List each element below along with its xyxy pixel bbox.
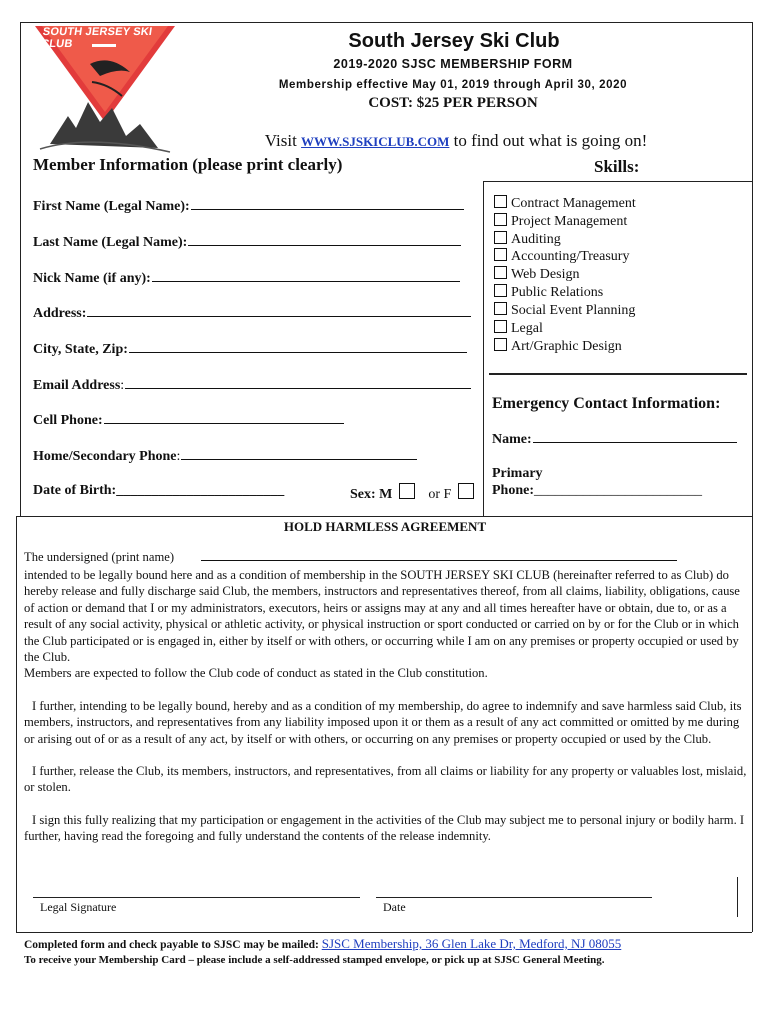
home-phone-field[interactable]: Home/Secondary Phone:: [33, 447, 417, 465]
home-phone-line[interactable]: [181, 447, 417, 460]
agreement-paragraph-1: intended to be legally bound here and as a condition of membership in the SOUTH JERSEY SKI CLUB (hereinafter referred to as Club) do hereby release and fully discharge said Club, the members, instructors and representatives thereof, from all claims, liability, obligations, cause of action or demand that I or my administrators, executors, heirs or assigns may at any and all times hereafter have or obtain, due to, or as a result of any social activity, physical or athletic activity, or physical instruction or sport conducted or carried on by or for the Club or in which the Club participated or is engaged in, either by itself or with others, or occurring while I am on any premises or property occupied or used by the Club.: [24, 568, 740, 665]
skill-checkbox[interactable]: [494, 248, 507, 261]
agreement-paragraph-2: I further, intending to be legally bound, hereby and as a condition of my membership, do agree to indemnify and save harmless said Club, its members, instructors, and representatives from any liability imposed upon it or them as a result of any act committed or omitted by me during or arising out of or as a result of any act, by itself or with others, or occurring on any premises or property occupied or used by the Club.: [24, 698, 742, 746]
nick-name-label: Nick Name (if any):: [33, 271, 151, 286]
dob-field[interactable]: [33, 483, 284, 499]
frame-top: [20, 22, 752, 23]
emergency-phone-field[interactable]: [492, 483, 702, 499]
skill-label: Art/Graphic Design: [511, 339, 622, 354]
nick-name-field[interactable]: [33, 269, 460, 287]
visit-pre: Visit: [264, 131, 302, 150]
emergency-phone-blank[interactable]: ________________________: [534, 483, 702, 498]
agreement-right: [752, 516, 753, 932]
agreement-left: [16, 516, 17, 932]
agreement-text: [24, 567, 752, 845]
member-heading: Member Information (please print clearly): [33, 155, 343, 174]
skill-checkbox[interactable]: [494, 266, 507, 279]
sex-label: Sex: M: [350, 487, 393, 502]
dob-blank[interactable]: ________________________: [116, 483, 285, 498]
skill-label: Project Management: [511, 214, 628, 229]
emergency-name-label: Name:: [492, 432, 532, 447]
form-title: 2019-2020 SJSC MEMBERSHIP FORM: [333, 57, 573, 71]
skill-social-event-planning[interactable]: [494, 302, 635, 319]
email-label: Email Address: [33, 378, 121, 393]
skill-project-management[interactable]: [494, 213, 627, 230]
skill-art-graphic-design[interactable]: [494, 338, 622, 355]
nick-name-line[interactable]: [152, 269, 460, 282]
agreement-top-rule: [16, 516, 752, 517]
skill-label: Web Design: [511, 267, 580, 282]
emergency-name-field[interactable]: [492, 430, 737, 448]
last-name-field[interactable]: [33, 233, 461, 251]
emergency-heading: Emergency Contact Information:: [492, 395, 721, 412]
first-name-field[interactable]: [33, 197, 464, 215]
sex-field: [350, 483, 478, 503]
sex-female-checkbox[interactable]: [458, 483, 474, 499]
date-label: Date: [383, 900, 406, 914]
logo-text: SOUTH JERSEY SKI CLUB: [40, 26, 154, 50]
skill-legal[interactable]: [494, 320, 543, 337]
emergency-rule: [489, 373, 747, 375]
sex-male-checkbox[interactable]: [399, 483, 415, 499]
first-name-line[interactable]: [191, 197, 464, 210]
emergency-name-line[interactable]: [533, 430, 737, 443]
dob-label: Date of Birth:: [33, 483, 117, 498]
cost: COST: $25 PER PERSON: [368, 95, 538, 111]
club-title: South Jersey Ski Club: [348, 30, 560, 52]
visit-post: to find out what is going on!: [449, 131, 648, 150]
agreement-conduct-line: Members are expected to follow the Club code of conduct as stated in the Club constitution.: [24, 666, 488, 681]
skill-checkbox[interactable]: [494, 284, 507, 297]
skills-top-rule: [483, 181, 752, 182]
skill-checkbox[interactable]: [494, 231, 507, 244]
skill-label: Contract Management: [511, 196, 636, 211]
skill-label: Legal: [511, 321, 543, 336]
last-name-label: Last Name (Legal Name):: [33, 235, 188, 250]
effective-dates: Membership effective May 01, 2019 through April 30, 2020: [278, 79, 628, 91]
date-line[interactable]: [376, 897, 652, 898]
city-state-zip-label: City, State, Zip:: [33, 342, 128, 357]
skill-accounting-treasury[interactable]: [494, 248, 629, 265]
address-label: Address:: [33, 306, 87, 321]
address-line[interactable]: [87, 304, 471, 317]
skill-auditing[interactable]: [494, 231, 561, 248]
cell-phone-label: Cell Phone:: [33, 413, 103, 428]
agreement-paragraph-3: I further, release the Club, its members, instructors, and representatives, from all claims or liability for any property or valuables lost, mislaid, or stolen.: [24, 764, 747, 795]
skill-checkbox[interactable]: [494, 213, 507, 226]
skill-checkbox[interactable]: [494, 338, 507, 351]
skill-label: Auditing: [511, 232, 561, 247]
undersigned-label: The undersigned (print name): [24, 550, 175, 564]
last-name-line[interactable]: [188, 233, 461, 246]
website-link[interactable]: WWW.SJSKICLUB.COM: [301, 134, 450, 149]
print-name-line[interactable]: [201, 559, 677, 561]
membership-card-note: To receive your Membership Card – please include a self-addressed stamped envelope, or pick up at SJSC General Meeting.: [24, 954, 605, 966]
skills-divider: [483, 181, 484, 516]
address-field[interactable]: [33, 304, 471, 322]
skill-checkbox[interactable]: [494, 320, 507, 333]
mail-instructions: [24, 936, 621, 952]
agreement-bottom-rule: [16, 932, 752, 933]
email-line[interactable]: [125, 376, 471, 389]
skills-heading: Skills:: [594, 157, 640, 176]
agreement-heading: HOLD HARMLESS AGREEMENT: [283, 519, 487, 534]
home-phone-label: Home/Secondary Phone: [33, 449, 177, 464]
agreement-paragraph-4: I sign this fully realizing that my participation or engagement in the activities of the Club may subject me to personal injury or bodily harm. I further, having read the foregoing and fully understand the contents of the release indemnity.: [24, 812, 745, 844]
mailing-address-link[interactable]: SJSC Membership, 36 Glen Lake Dr, Medford, NJ 08055: [321, 936, 622, 951]
skill-label: Social Event Planning: [511, 303, 636, 318]
visit-line: [0, 131, 770, 151]
undersigned-line[interactable]: [24, 550, 677, 565]
first-name-label: First Name (Legal Name):: [33, 199, 190, 214]
skill-label: Public Relations: [511, 285, 604, 300]
skill-label: Accounting/Treasury: [511, 249, 630, 264]
signature-line[interactable]: [33, 897, 360, 898]
margin-mark: [737, 877, 738, 917]
cell-phone-field[interactable]: [33, 411, 344, 429]
skill-checkbox[interactable]: [494, 302, 507, 315]
sex-or-label: or F: [428, 487, 452, 502]
email-field[interactable]: Email Address:: [33, 376, 471, 394]
emergency-phone-label: Phone:: [492, 483, 534, 498]
city-state-zip-line[interactable]: [129, 340, 467, 353]
skill-public-relations[interactable]: [494, 284, 603, 301]
skill-checkbox[interactable]: [494, 195, 507, 208]
mail-pre: Completed form and check payable to SJSC may be mailed:: [24, 939, 322, 951]
skill-web-design[interactable]: [494, 266, 579, 283]
city-state-zip-field[interactable]: [33, 340, 467, 358]
signature-label: Legal Signature: [40, 900, 117, 914]
skill-contract-management[interactable]: [494, 195, 636, 212]
cell-phone-line[interactable]: [104, 411, 344, 424]
emergency-primary-label: Primary: [492, 466, 543, 481]
